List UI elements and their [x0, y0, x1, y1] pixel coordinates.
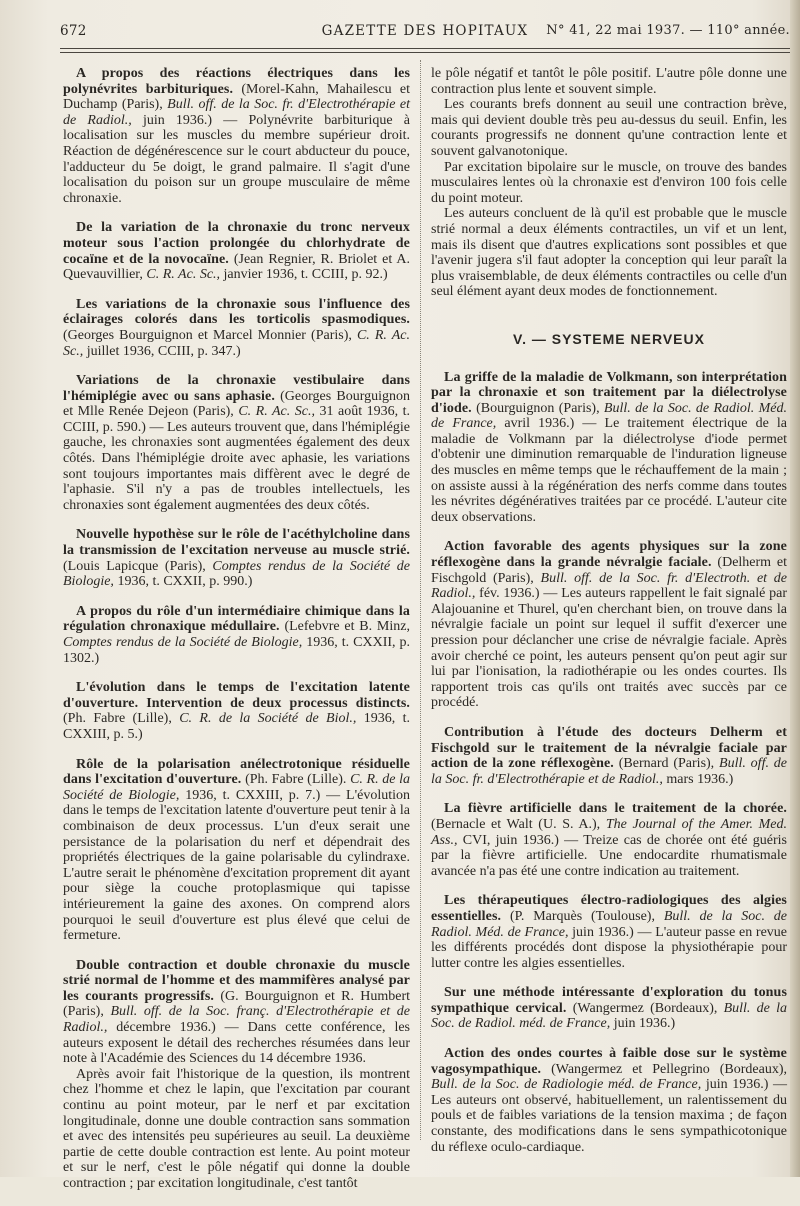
- entry-title: Rôle de la polarisation anélectrotonique résiduelle dans l'excitation d'ouverture.: [63, 756, 410, 788]
- entry-authors: (Ph. Fabre (Lille).: [245, 772, 351, 788]
- entry-source: Comptes rendus de la Société de Biologie,: [63, 558, 410, 590]
- entry-title: L'évolution dans le temps de l'excitation latente d'ouverture. Intervention de deux processus distincts.: [63, 680, 410, 711]
- entry-text: juillet 1936, CCIII, p. 347.): [86, 343, 241, 359]
- abstract-entry: [431, 801, 787, 879]
- entry-text: avril 1936.) — Le traitement électrique de la maladie de Volkmann par la diélectrolyse d'iode permet d'obtenir une diminution remarquable de l'induration ligneuse des muscles en même temps que le réchauffement de la main ; on assiste aussi à la régénération des nerfs comme dans toutes les névrites dégénératives traitées par ce procédé. L'auteur cite deux observations.: [431, 416, 788, 525]
- entry-text: janvier 1936, t. CCIII, p. 92.): [223, 267, 388, 283]
- entry-title: Double contraction et double chronaxie du muscle strié normal de l'homme et des mammifères analysé par les courants progressifs.: [63, 957, 410, 1004]
- entry-title: Les thérapeutiques électro-radiologiques des algies essentielles.: [431, 893, 787, 924]
- entry-paragraph: Les courants brefs donnent au seuil une contraction brève, mais qui devient double très peu au-dessus du seuil. Enfin, les courants progressifs ne donnent qu'une contraction lente et souvent galvanotonique.: [431, 97, 787, 159]
- binding-edge: [790, 0, 800, 1177]
- right-column: [431, 66, 787, 1169]
- entry-text: juin 1936.): [613, 1016, 676, 1032]
- entry-source: Comptes rendus de la Société de Biologie,: [63, 635, 303, 650]
- entry-authors: (Georges Bourguignon et Marcel Monnier (Paris),: [63, 327, 357, 343]
- entry-source: Bull. off. de la Soc. fr. d'Electrothérapie et de Radiol.,: [431, 756, 788, 787]
- entry-title: La fièvre artificielle dans le traitement de la chorée.: [444, 801, 787, 817]
- entry-source: Bull. de la Soc. de Radiol. Méd. de France,: [431, 908, 788, 940]
- entry-title: La griffe de la maladie de Volkmann, son interprétation par la chronaxie et son traitement par la diélectrolyse d'iode.: [431, 369, 787, 416]
- abstract-entry: [63, 66, 410, 206]
- entry-source: Bull. de la Soc. de Radiol. méd. de France,: [431, 1000, 787, 1032]
- abstract-entry: [431, 1046, 787, 1155]
- entry-text: juin 1936.) — Les auteurs ont observé, habituellement, un ralentissement du pouls et de faibles variations de la tension maxima ; de façon constante, des modifications dans le sens sympathicotonique du réflexe oculo-cardiaque.: [431, 1077, 788, 1155]
- abstract-entry: [63, 527, 410, 589]
- entry-authors: (G. Bourguignon et R. Humbert (Paris),: [63, 988, 411, 1020]
- entry-authors: (P. Marquès (Toulouse),: [509, 908, 664, 924]
- entry-title: Action favorable des agents physiques sur la zone réflexogène dans la grande névralgie faciale.: [431, 539, 787, 571]
- entry-paragraph: Par excitation bipolaire sur le muscle, on trouve des bandes musculaires lentes où la chronaxie est d'environ 100 fois celle du point moteur.: [431, 159, 787, 206]
- abstract-entry: [63, 297, 410, 359]
- header-rule-double: [60, 52, 790, 53]
- entry-source: Bull. off. de la Soc. franç. d'Electrothérapie et de Radiol.,: [63, 1004, 411, 1036]
- entry-title: Sur une méthode intéressante d'exploration du tonus sympathique cervical.: [431, 985, 787, 1016]
- entry-text: 1936, t. CXXIII, p. 5.): [63, 711, 410, 742]
- entry-text: mars 1936.): [666, 771, 734, 787]
- entry-authors: (Wangermez et Pellegrino (Bordeaux),: [551, 1061, 787, 1077]
- entry-title: A propos des réactions électriques dans les polynévrites barbituriques.: [63, 66, 410, 97]
- entry-authors: (Georges Bourguignon et Mlle Renée Dejeon (Paris),: [63, 388, 411, 420]
- journal-title: GAZETTE DES HOPITAUX: [321, 23, 529, 39]
- entry-authors: (Bernacle et Walt (U. S. A.),: [431, 816, 606, 832]
- entry-text: juin 1936.) — Polynévrite barbiturique à localisation sur les muscles du membre supérieur droit. Réaction de dégénérescence sur le court abducteur du pouce, l'adducteur du 5e doigt, le grand palmaire. Il s'agit d'une localisation du poison sur un groupe musculaire de même chronaxie.: [63, 112, 411, 206]
- entry-text: 1936, t. CXXIII, p. 7.) — L'évolution dans le temps de l'excitation latente d'ouverture peut tenir à la combinaison de deux processus. L'un d'eux serait une persistance de la polarisation du nerf et dépendrait des propriétés électriques de la gaine polarisable du cylindraxe. L'autre serait le phénomène d'excitation proprement dit ayant pour siège la couche protoplasmique qui tapisse intérieurement la gaine des axones. On comprend alors pourquoi le seuil d'ouverture est plus élevé que celui de fermeture.: [63, 787, 410, 944]
- entry-text: juin 1936.) — L'auteur passe en revue les différents procédés dont dispose la physiothérapie pour lutter contre les algies essentielles.: [431, 924, 788, 971]
- left-column: [63, 66, 410, 1206]
- section-heading: V. — SYSTEME NERVEUX: [513, 330, 705, 347]
- abstract-entry: [63, 680, 410, 742]
- abstract-entry: [431, 539, 787, 711]
- abstract-entry: [431, 985, 787, 1032]
- entry-title: Les variations de la chronaxie sous l'influence des éclairages colorés dans les torticolis spasmodiques.: [63, 296, 410, 328]
- entry-authors: (Morel-Kahn, Mahailescu et Duchamp (Paris),: [63, 81, 411, 113]
- entry-authors: (Ph. Fabre (Lille),: [63, 711, 180, 727]
- page-number: 672: [60, 23, 87, 39]
- entry-authors: (Louis Lapicque (Paris),: [63, 558, 213, 574]
- entry-source: C. R. de la Société de Biol.,: [179, 711, 357, 727]
- entry-authors: (Wangermez (Bordeaux),: [572, 1000, 724, 1016]
- abstract-entry: [63, 373, 410, 513]
- abstract-entry: [63, 757, 410, 944]
- abstract-entry: [431, 893, 787, 971]
- entry-source: Bull. de la Soc. de Radiol. Méd. de France,: [431, 400, 787, 432]
- entry-text: décembre 1936.) — Dans cette conférence, les auteurs exposent le détail des recherches résumées dans leur note à l'Académie des Sciences du 14 décembre 1936.: [63, 1020, 410, 1067]
- entry-authors: (Bourguignon (Paris),: [476, 400, 604, 416]
- entry-source: Bull. off. de la Soc. fr. d'Electroth. et de Radiol.,: [431, 570, 787, 602]
- entry-title: A propos du rôle d'un intermédiaire chimique dans la régulation chronaxique médullaire.: [63, 603, 410, 635]
- entry-source: Bull. off. de la Soc. fr. d'Electrothérapie et de Radiol.,: [63, 97, 410, 128]
- entry-title: Nouvelle hypothèse sur le rôle de l'acéthylcholine dans la transmission de l'excitation nerveuse au muscle strié.: [63, 527, 410, 559]
- entry-paragraph: Après avoir fait l'historique de la question, ils montrent chez l'homme et chez le lapin, que l'excitation par courant continu au point moteur, par le nerf et par excitation longitudinale, donne une double contraction sans sommation et avec des intensités peu supérieures au seuil. La deuxième partie de cette double contraction est lente. Au point moteur et sur le nerf, c'est le pôle négatif qui donne la double contraction ; par excitation longitudinale, c'est tantôt: [63, 1066, 410, 1191]
- entry-paragraph: le pôle négatif et tantôt le pôle positif. L'autre pôle donne une contraction plus lente et souvent simple.: [431, 66, 787, 97]
- running-header: [60, 20, 790, 44]
- issue-info: N° 41, 22 mai 1937. — 110° année.: [546, 23, 790, 38]
- entry-source: C. R. de la Société de Biologie,: [63, 772, 410, 803]
- abstract-entry: [63, 604, 410, 666]
- entry-title: De la variation de la chronaxie du tronc nerveux moteur sous l'action prolongée du chlorhydrate de cocaïne et de la novocaïne.: [63, 220, 410, 267]
- abstract-entry: [63, 220, 410, 282]
- entry-authors: (Bernard (Paris),: [618, 756, 720, 772]
- entry-paragraph: Les auteurs concluent de là qu'il est probable que le muscle strié normal a deux éléments contractiles, un vif et un lent, mais ils disent que d'autres explications sont possibles et que l'avenir jugera s'il faut adopter la conception qui leur paraît la plus vraisemblable, de deux éléments contractiles ou celle d'un seul élément ayant deux modes de fonctionnement.: [431, 206, 787, 300]
- entry-authors: (Delherm et Fischgold (Paris),: [431, 555, 788, 586]
- continued-text: [431, 66, 787, 300]
- entry-text: CVI, juin 1936.) — Treize cas de chorée ont été guéris par la fièvre artificielle. Une endocardite rhumatismale avancée n'a pas été une contre indication au traitement.: [431, 832, 787, 879]
- column-divider: [420, 60, 421, 1140]
- entry-text: 31 août 1936, t. CCIII, p. 590.) — Les auteurs trouvent que, dans l'hémiplégie gauche, les chronaxies sont augmentées également des deux côtés. Dans l'hémiplégie droite avec aphasie, les variations sont toujours importantes mais diffèrent avec le degré de l'aphasie. S'il n'y a pas de troubles intellectuels, les chronaxies sont également augmentées des deux côtés.: [63, 404, 411, 513]
- entry-source: Bull. de la Soc. de Radiologie méd. de France,: [431, 1077, 702, 1093]
- entry-source: C. R. Ac. Sc.,: [146, 267, 221, 283]
- abstract-entry: [431, 370, 787, 526]
- entry-text: fév. 1936.) — Les auteurs rappellent le fait signalé par Alajouanine et Thurel, qu'en cherchant bien, on trouve dans la névralgie faciale un point sur lequel il suffit d'exercer une pression pour déclancher une crise de névralgie faciale. Après avoir cherché ce point, les auteurs pensent qu'on peut agir sur lui par l'ionisation, la radiothérapie ou les ondes courtes. Ils rapportent trois cas qu'ils ont traités avec succès par ce procédé.: [431, 586, 787, 711]
- entry-title: Variations de la chronaxie vestibulaire dans l'hémiplégie avec ou sans aphasie.: [63, 373, 410, 404]
- entry-authors: (Jean Regnier, R. Briolet et A. Quevauvillier,: [63, 251, 410, 283]
- entry-authors: (Lefebvre et B. Minz,: [284, 619, 410, 635]
- entry-text: 1936, t. CXXII, p. 1302.): [63, 635, 411, 666]
- entry-source: C. R. Ac. Sc.,: [63, 327, 410, 359]
- entry-source: The Journal of the Amer. Med. Ass.,: [431, 816, 787, 848]
- entry-text: 1936, t. CXXII, p. 990.): [117, 574, 253, 590]
- abstract-entry: [63, 958, 410, 1192]
- entry-title: Contribution à l'étude des docteurs Delherm et Fischgold sur le traitement de la névralgie faciale par action de la zone réflexogène.: [431, 724, 787, 772]
- entry-source: C. R. Ac. Sc.,: [238, 404, 315, 420]
- header-rule: [60, 48, 790, 49]
- abstract-entry: [431, 725, 787, 787]
- entry-title: Action des ondes courtes à faible dose sur le système vagosympathique.: [431, 1046, 787, 1077]
